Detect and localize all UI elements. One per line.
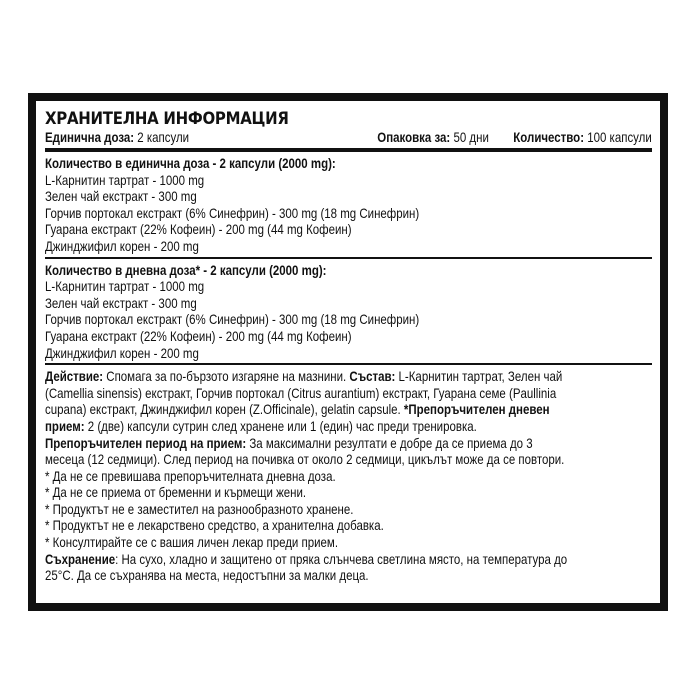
ingredient-row: Гуарана екстракт (22% Кофеин) - 200 mg (44 mg Кофеин) xyxy=(45,221,352,238)
per-day-section xyxy=(45,259,652,364)
info-line xyxy=(45,418,543,435)
info-text: cupana) екстракт, Джинджифил корен (Z.Officinale), gelatin capsule. xyxy=(45,401,404,418)
quantity-label: Количество: xyxy=(513,129,585,145)
info-label: Действие: xyxy=(45,368,104,385)
info-label: прием: xyxy=(45,417,85,434)
ingredient-row: Гуарана екстракт (22% Кофеин) - 200 mg (44 mg Кофеин) xyxy=(45,327,352,344)
info-text: * Да не се приема от бременни и кърмещи жени. xyxy=(45,484,307,501)
info-label: *Препоръчителен дневен xyxy=(403,401,550,418)
info-text: : На сухо, хладно и защитено от пряка слънчева светлина място, на температура до xyxy=(115,550,568,567)
info-text: * Да не се превишава препоръчителната дневна доза. xyxy=(45,467,336,484)
usage-info-section xyxy=(45,365,652,586)
nutrition-label xyxy=(28,93,668,611)
info-line xyxy=(45,451,565,468)
info-line xyxy=(45,550,568,568)
ingredient-row: L-Карнитин тартрат - 1000 mg xyxy=(45,278,205,295)
label-title: ХРАНИТЕЛНА ИНФОРМАЦИЯ xyxy=(45,109,289,129)
ingredient-row: Зелен чай екстракт - 300 mg xyxy=(45,188,197,205)
ingredient-row: Джинджифил корен - 200 mg xyxy=(45,237,199,254)
info-text: * Продуктът не е заместител на разнообразното хранене. xyxy=(45,500,354,517)
info-label: Съхранение xyxy=(45,550,116,567)
ingredient-row: Зелен чай екстракт - 300 mg xyxy=(45,294,197,311)
ingredient-row: Джинджифил корен - 200 mg xyxy=(45,344,199,361)
quantity-value: 100 капсули xyxy=(587,129,652,145)
info-text: Спомага за по-бързото изгаряне на мазнини. xyxy=(103,368,350,385)
info-line xyxy=(45,484,543,501)
info-text: 2 (две) капсули сутрин след хранене или 1 (един) час преди тренировка. xyxy=(84,417,477,434)
per-serving-section xyxy=(45,152,652,257)
package-value: 50 дни xyxy=(453,129,490,145)
info-line xyxy=(45,567,543,584)
info-line xyxy=(45,517,543,534)
per-day-heading: Количество в дневна доза* - 2 капсули (2000 mg): xyxy=(45,261,327,278)
info-text: месеца (12 седмици). След период на почивка от около 2 седмици, цикълът може да се повтори. xyxy=(45,451,565,468)
info-line xyxy=(45,384,557,402)
label-meta-row xyxy=(45,129,652,146)
info-label: Препоръчителен период на прием: xyxy=(45,434,247,451)
ingredient-row: L-Карнитин тартрат - 1000 mg xyxy=(45,171,205,188)
info-text: 25°C. Да се съхранява на места, недостъпни за малки деца. xyxy=(45,567,369,584)
ingredient-row: Горчив портокал екстракт (6% Синефрин) - 300 mg (18 mg Синефрин) xyxy=(45,204,420,221)
package-info xyxy=(377,129,652,146)
info-line xyxy=(45,468,543,485)
info-text: * Консултирайте се с вашия личен лекар преди прием. xyxy=(45,534,339,551)
info-line xyxy=(45,534,543,551)
serving-size-label: Единична доза: xyxy=(45,129,135,145)
serving-size xyxy=(45,129,189,146)
per-serving-heading: Количество в единична доза - 2 капсули (2000 mg): xyxy=(45,155,336,171)
info-line xyxy=(45,501,543,518)
info-label: Състав: xyxy=(349,368,396,385)
info-text: L-Карнитин тартрат, Зелен чай xyxy=(395,368,563,385)
ingredient-row: Горчив портокал екстракт (6% Синефрин) - 300 mg (18 mg Синефрин) xyxy=(45,311,420,328)
info-text: (Camellia sinensis) екстракт, Горчив портокал (Citrus aurantium) екстракт, Гуарана семе (Paullinia xyxy=(45,384,557,401)
info-line xyxy=(45,368,563,385)
info-line xyxy=(45,401,550,418)
info-text: * Продуктът не е лекарствено средство, а хранителна добавка. xyxy=(45,517,384,534)
package-label: Опаковка за: xyxy=(377,129,451,145)
serving-size-value: 2 капсули xyxy=(137,129,190,145)
info-line xyxy=(45,435,543,452)
info-text: За максимални резултати е добре да се приема до 3 xyxy=(246,434,533,451)
